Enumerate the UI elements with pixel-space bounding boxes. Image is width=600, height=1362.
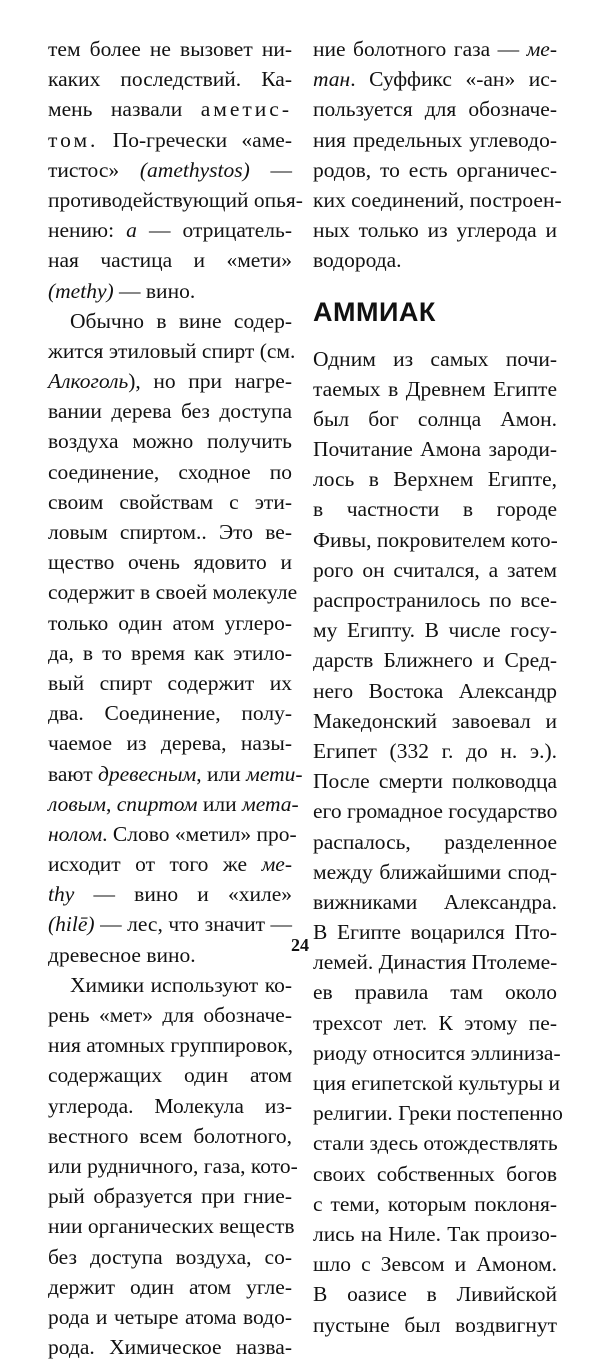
text-line: религии. Греки постепенно <box>313 1101 563 1126</box>
text-line: Почитание Амона зароди- <box>313 437 557 462</box>
text-line: ная частица и «мети» <box>48 248 292 273</box>
text-line: рый образуется при гние- <box>48 1184 292 1209</box>
text-line: только один атом углеро- <box>48 610 292 635</box>
text-line: В оазисе в Ливийской <box>313 1282 557 1307</box>
text-line: стали здесь отождествлять <box>313 1131 558 1156</box>
text-line: в частности в городе <box>313 497 557 522</box>
text-line: лись на Ниле. Так произо- <box>313 1221 557 1246</box>
text-line: ловым, спиртом или мета- <box>48 791 299 816</box>
text-line: соединение, сходное по <box>48 459 292 484</box>
text-line: му Египту. В числе госу- <box>313 618 557 643</box>
text-line: том. По-гречески «аме- <box>48 127 292 152</box>
text-line: нии органических веществ <box>48 1214 295 1239</box>
text-line: Обычно в вине содер- <box>70 308 292 333</box>
page-number: 24 <box>291 935 309 955</box>
text-line: жится этиловый спирт (см. <box>48 338 296 363</box>
text-line: каких последствий. Ка- <box>48 67 292 92</box>
text-line: щество очень ядовито и <box>48 550 292 575</box>
text-line: или рудничного, газа, кото- <box>48 1153 298 1178</box>
text-line: родов, то есть органичес- <box>313 157 557 182</box>
text-line: два. Соединение, полу- <box>48 701 292 726</box>
text-line: После смерти полководца <box>313 769 557 794</box>
text-line: своих собственных богов <box>313 1161 557 1186</box>
text-line: таемых в Древнем Египте <box>313 376 557 401</box>
text-line: рого он считался, а затем <box>313 557 557 582</box>
text-line: чаемое из дерева, назы- <box>48 731 292 756</box>
text-line: рень «мет» для обозначе- <box>48 1003 292 1027</box>
text-line: без доступа воздуха, со- <box>48 1244 292 1269</box>
text-line: тем более не вызовет ни- <box>48 37 292 61</box>
text-line: исходит от того же ме- <box>48 852 293 877</box>
text-line: Фивы, покровителем кото- <box>313 527 558 552</box>
text-line: (hilē) — лес, что значит — <box>48 912 293 937</box>
text-line: распалось, разделенное <box>313 829 557 854</box>
text-line: нению: а — отрицатель- <box>48 218 292 243</box>
text-line: дарств Ближнего и Сред- <box>313 648 557 673</box>
text-line: ких соединений, построен- <box>313 187 562 212</box>
text-line: него Востока Александр <box>313 678 557 703</box>
text-line: ция египетской культуры и <box>313 1071 560 1095</box>
text-line: лось в Верхнем Египте, <box>313 467 557 492</box>
text-line: Македонский завоевал и <box>313 708 557 733</box>
text-line: его громадное государство <box>313 799 558 824</box>
text-line: вый спирт содержит их <box>48 670 292 695</box>
text-line: ния предельных углеводо- <box>313 127 557 152</box>
text-line: водорода. <box>313 248 402 273</box>
right-column <box>313 34 563 1340</box>
text-line: Химики используют ко- <box>70 972 292 997</box>
text-line: содержит в своей молекуле <box>48 580 298 605</box>
text-line: ния атомных группировок, <box>48 1033 294 1058</box>
text-line: ние болотного газа — ме- <box>313 37 557 61</box>
text-line: рода и четыре атома водо- <box>48 1304 292 1329</box>
text-line: вании дерева без доступа <box>48 399 292 424</box>
text-line: тистос» (amethystos) — <box>48 157 293 182</box>
text-line: ловым спиртом.. Это ве- <box>48 520 292 544</box>
text-line: лемей. Династия Птолеме- <box>313 950 558 975</box>
text-line: содержащих один атом <box>48 1063 292 1088</box>
text-line: мень назвали аметис- <box>48 97 292 122</box>
text-line: пользуется для обозначе- <box>313 97 557 122</box>
text-line: древесное вино. <box>48 942 196 967</box>
text-line: с теми, которым поклоня- <box>313 1191 557 1216</box>
text-line: Алкоголь), но при нагре- <box>48 369 292 394</box>
text-line: между ближайшими спод- <box>313 859 557 884</box>
text-line: риоду относится эллиниза- <box>313 1040 561 1065</box>
text-line: нолом. Слово «метил» про- <box>48 821 297 846</box>
text-line: thy — вино и «хиле» <box>48 882 293 907</box>
text-line: держит один атом угле- <box>48 1274 292 1299</box>
section-heading: АММИАК <box>313 296 436 327</box>
text-line: ев правила там около <box>313 980 557 1005</box>
text-line: своим свойствам с эти- <box>48 489 292 514</box>
text-line: воздуха можно получить <box>48 429 292 454</box>
text-line: противодействующий опья- <box>48 187 303 212</box>
text-line: углерода. Молекула из- <box>48 1093 292 1118</box>
text-line: вижниками Александра. <box>313 889 557 914</box>
text-line: вают древесным, или мети- <box>48 761 303 786</box>
text-line: распространилось по все- <box>313 588 557 612</box>
text-line: Одним из самых почи- <box>313 346 557 371</box>
text-line: В Египте воцарился Пто- <box>313 920 557 945</box>
text-line: ных только из углерода и <box>313 218 557 243</box>
text-line: да, в то время как этило- <box>48 640 292 665</box>
text-line: рода. Химическое назва- <box>48 1335 292 1360</box>
text-line: трехсот лет. К этому пе- <box>313 1010 557 1035</box>
text-line: пустыне был воздвигнут <box>313 1312 557 1337</box>
text-line: вестного всем болотного, <box>48 1123 292 1148</box>
text-line: был бог солнца Амон. <box>313 406 557 431</box>
text-line: Египет (332 г. до н. э.). <box>313 738 557 763</box>
text-line: (methy) — вино. <box>48 278 196 303</box>
text-line: шло с Зевсом и Амоном. <box>313 1252 557 1277</box>
text-line: тан. Суффикс «-ан» ис- <box>313 67 557 92</box>
